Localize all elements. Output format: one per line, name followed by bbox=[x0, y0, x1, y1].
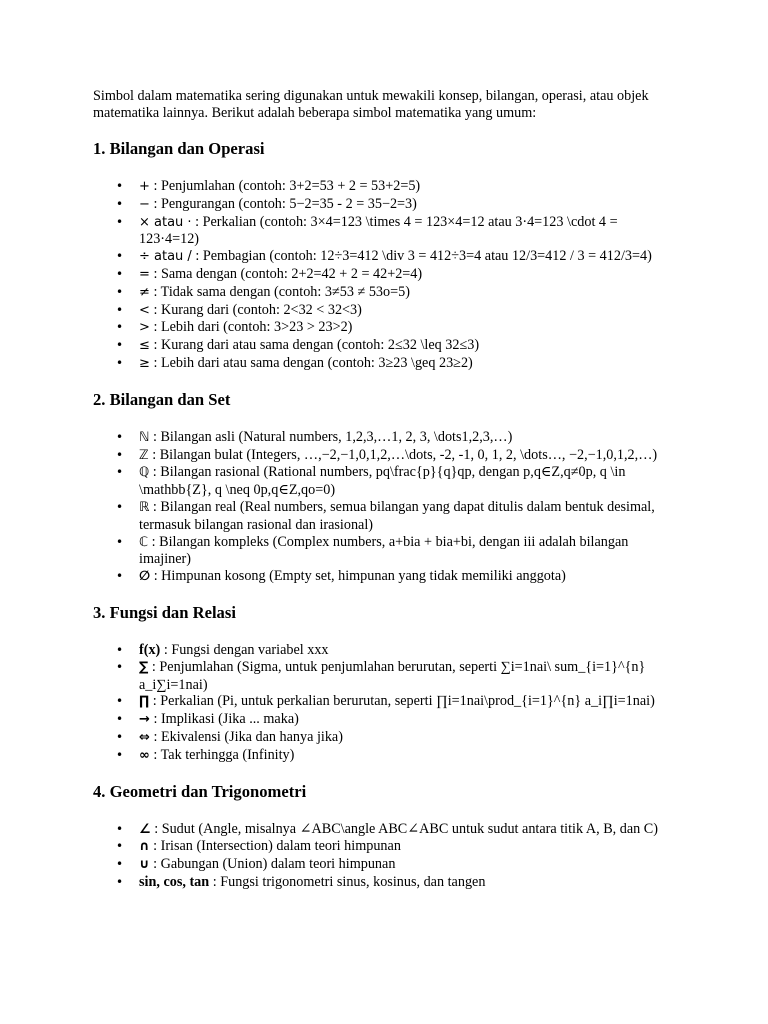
symbol: ∅ bbox=[139, 569, 151, 585]
list-item bbox=[139, 711, 668, 729]
list-item bbox=[139, 499, 668, 534]
symbol: ∪ bbox=[139, 857, 150, 873]
list-item bbox=[139, 747, 668, 765]
description: : Tak terhingga (Infinity) bbox=[149, 746, 295, 763]
section-heading: 2. Bilangan dan Set bbox=[93, 389, 231, 409]
section-heading: 1. Bilangan dan Operasi bbox=[93, 139, 265, 158]
symbol: ℕ bbox=[139, 429, 150, 445]
symbol: ℤ bbox=[139, 447, 149, 463]
symbol: > bbox=[139, 320, 150, 336]
section-heading: 3. Fungsi dan Relasi bbox=[93, 602, 236, 622]
list-item bbox=[139, 856, 668, 874]
symbol: ∞ bbox=[139, 747, 150, 763]
symbol: ≤ bbox=[139, 338, 150, 354]
symbol: ÷ atau / bbox=[139, 249, 192, 265]
symbol: ∑ bbox=[139, 659, 149, 675]
list-item bbox=[139, 874, 668, 891]
list-item bbox=[139, 355, 668, 373]
intro-paragraph: Simbol dalam matematika sering digunakan untuk mewakili konsep, bilangan, operasi, atau objek matematika lainnya. Berikut adalah beberapa simbol matematika yang umum: bbox=[93, 88, 649, 121]
description: : Pengurangan (contoh: 5−2=35 - 2 = 35−2=3) bbox=[149, 195, 417, 212]
description: : Lebih dari (contoh: 3>23 > 23>2) bbox=[149, 319, 353, 336]
symbol: + bbox=[139, 179, 150, 194]
description: : Lebih dari atau sama dengan (contoh: 3≥23 \geq 23≥2) bbox=[149, 354, 473, 371]
description: : Himpunan kosong (Empty set, himpunan yang tidak memiliki anggota) bbox=[150, 568, 566, 585]
list-item bbox=[139, 693, 668, 711]
symbol: ℝ bbox=[139, 499, 150, 515]
list-item bbox=[139, 302, 668, 320]
description: : Bilangan real (Real numbers, semua bilangan yang dapat ditulis dalam bentuk desimal, termasuk bilangan rasional dan irasional) bbox=[139, 498, 655, 533]
description: : Pembagian (contoh: 12÷3=412 \div 3 = 412÷3=4 atau 12/3=412 / 3 = 412/3=4) bbox=[191, 248, 652, 265]
list-item bbox=[139, 838, 668, 856]
symbol: − bbox=[139, 196, 150, 212]
description: : Sama dengan (contoh: 2+2=42 + 2 = 42+2=4) bbox=[149, 265, 423, 282]
list-item bbox=[139, 729, 668, 747]
description: : Irisan (Intersection) dalam teori himpunan bbox=[149, 838, 401, 855]
symbol: ∠ bbox=[139, 821, 151, 837]
symbol: ℂ bbox=[139, 534, 149, 550]
description: : Kurang dari atau sama dengan (contoh: 2≤32 \leq 32≤3) bbox=[149, 337, 480, 354]
symbol-list bbox=[93, 642, 668, 765]
description: : Kurang dari (contoh: 2<32 < 32<3) bbox=[149, 301, 362, 318]
description: : Bilangan bulat (Integers, …,−2,−1,0,1,2,…\dots, -2, -1, 0, 1, 2, \dots…, −2,−1,0,1,2,…) bbox=[148, 446, 658, 463]
list-item bbox=[139, 642, 668, 659]
description: : Fungsi dengan variabel xxx bbox=[160, 641, 329, 658]
symbol-list bbox=[93, 178, 668, 373]
list-item bbox=[139, 284, 668, 302]
symbol: f(x) bbox=[139, 641, 161, 658]
description: : Bilangan kompleks (Complex numbers, a+bia + bia+bi, dengan iii adalah bilangan imajiner) bbox=[139, 533, 629, 568]
list-item bbox=[139, 429, 668, 447]
symbol-list bbox=[93, 821, 668, 891]
list-item bbox=[139, 821, 668, 839]
list-item bbox=[139, 464, 668, 499]
list-item bbox=[139, 659, 668, 694]
section-fungsi-relasi bbox=[93, 603, 668, 765]
section-heading: 4. Geometri dan Trigonometri bbox=[93, 781, 307, 801]
symbol: ∏ bbox=[139, 694, 150, 710]
list-item bbox=[139, 214, 668, 249]
list-item bbox=[139, 534, 668, 569]
symbol-list bbox=[93, 429, 668, 586]
description: : Perkalian (contoh: 3×4=123 \times 4 = 123×4=12 atau 3·4=123 \cdot 4 = 123·4=12) bbox=[139, 213, 618, 248]
description: : Gabungan (Union) dalam teori himpunan bbox=[149, 856, 396, 873]
description: : Sudut (Angle, misalnya ∠ABC\angle ABC∠ABC untuk sudut antara titik A, B, dan C) bbox=[150, 820, 658, 837]
symbol: × atau · bbox=[139, 214, 192, 230]
section-geometri-trigonometri bbox=[93, 782, 668, 891]
symbol: ∩ bbox=[139, 839, 150, 855]
list-item bbox=[139, 266, 668, 284]
section-bilangan-operasi bbox=[93, 139, 668, 373]
symbol: ℚ bbox=[139, 465, 150, 481]
description: : Implikasi (Jika ... maka) bbox=[149, 711, 299, 728]
description: : Bilangan rasional (Rational numbers, pq\frac{p}{q}qp, dengan p,q∈Z,q≠0p, q \in \mathbb{Z}, q \neq 0p,q∈Z,qo=0) bbox=[139, 464, 626, 499]
description: : Penjumlahan (Sigma, untuk penjumlahan berurutan, seperti ∑i=1nai\ sum_{i=1}^{n} a_i∑i=1nai) bbox=[139, 658, 646, 693]
list-item bbox=[139, 178, 668, 196]
description: : Fungsi trigonometri sinus, kosinus, dan tangen bbox=[209, 873, 486, 890]
description: : Penjumlahan (contoh: 3+2=53 + 2 = 53+2=5) bbox=[149, 178, 421, 194]
description: : Ekivalensi (Jika dan hanya jika) bbox=[149, 728, 343, 745]
symbol: ≠ bbox=[139, 284, 150, 300]
list-item bbox=[139, 447, 668, 465]
description: : Perkalian (Pi, untuk perkalian berurutan, seperti ∏i=1nai\prod_{i=1}^{n} a_i∏i=1nai) bbox=[149, 693, 655, 710]
list-item bbox=[139, 568, 668, 586]
section-bilangan-set bbox=[93, 390, 668, 586]
description: : Tidak sama dengan (contoh: 3≠53 ≠ 53o=5) bbox=[149, 283, 410, 300]
list-item bbox=[139, 248, 668, 266]
description: : Bilangan asli (Natural numbers, 1,2,3,…1, 2, 3, \dots1,2,3,…) bbox=[149, 428, 513, 445]
symbol: sin, cos, tan bbox=[139, 873, 210, 890]
symbol: < bbox=[139, 302, 150, 318]
list-item bbox=[139, 196, 668, 214]
symbol: ≥ bbox=[139, 355, 150, 371]
symbol: = bbox=[139, 266, 150, 282]
list-item bbox=[139, 319, 668, 337]
symbol: → bbox=[139, 712, 150, 728]
list-item bbox=[139, 337, 668, 355]
symbol: ⇔ bbox=[139, 729, 150, 745]
